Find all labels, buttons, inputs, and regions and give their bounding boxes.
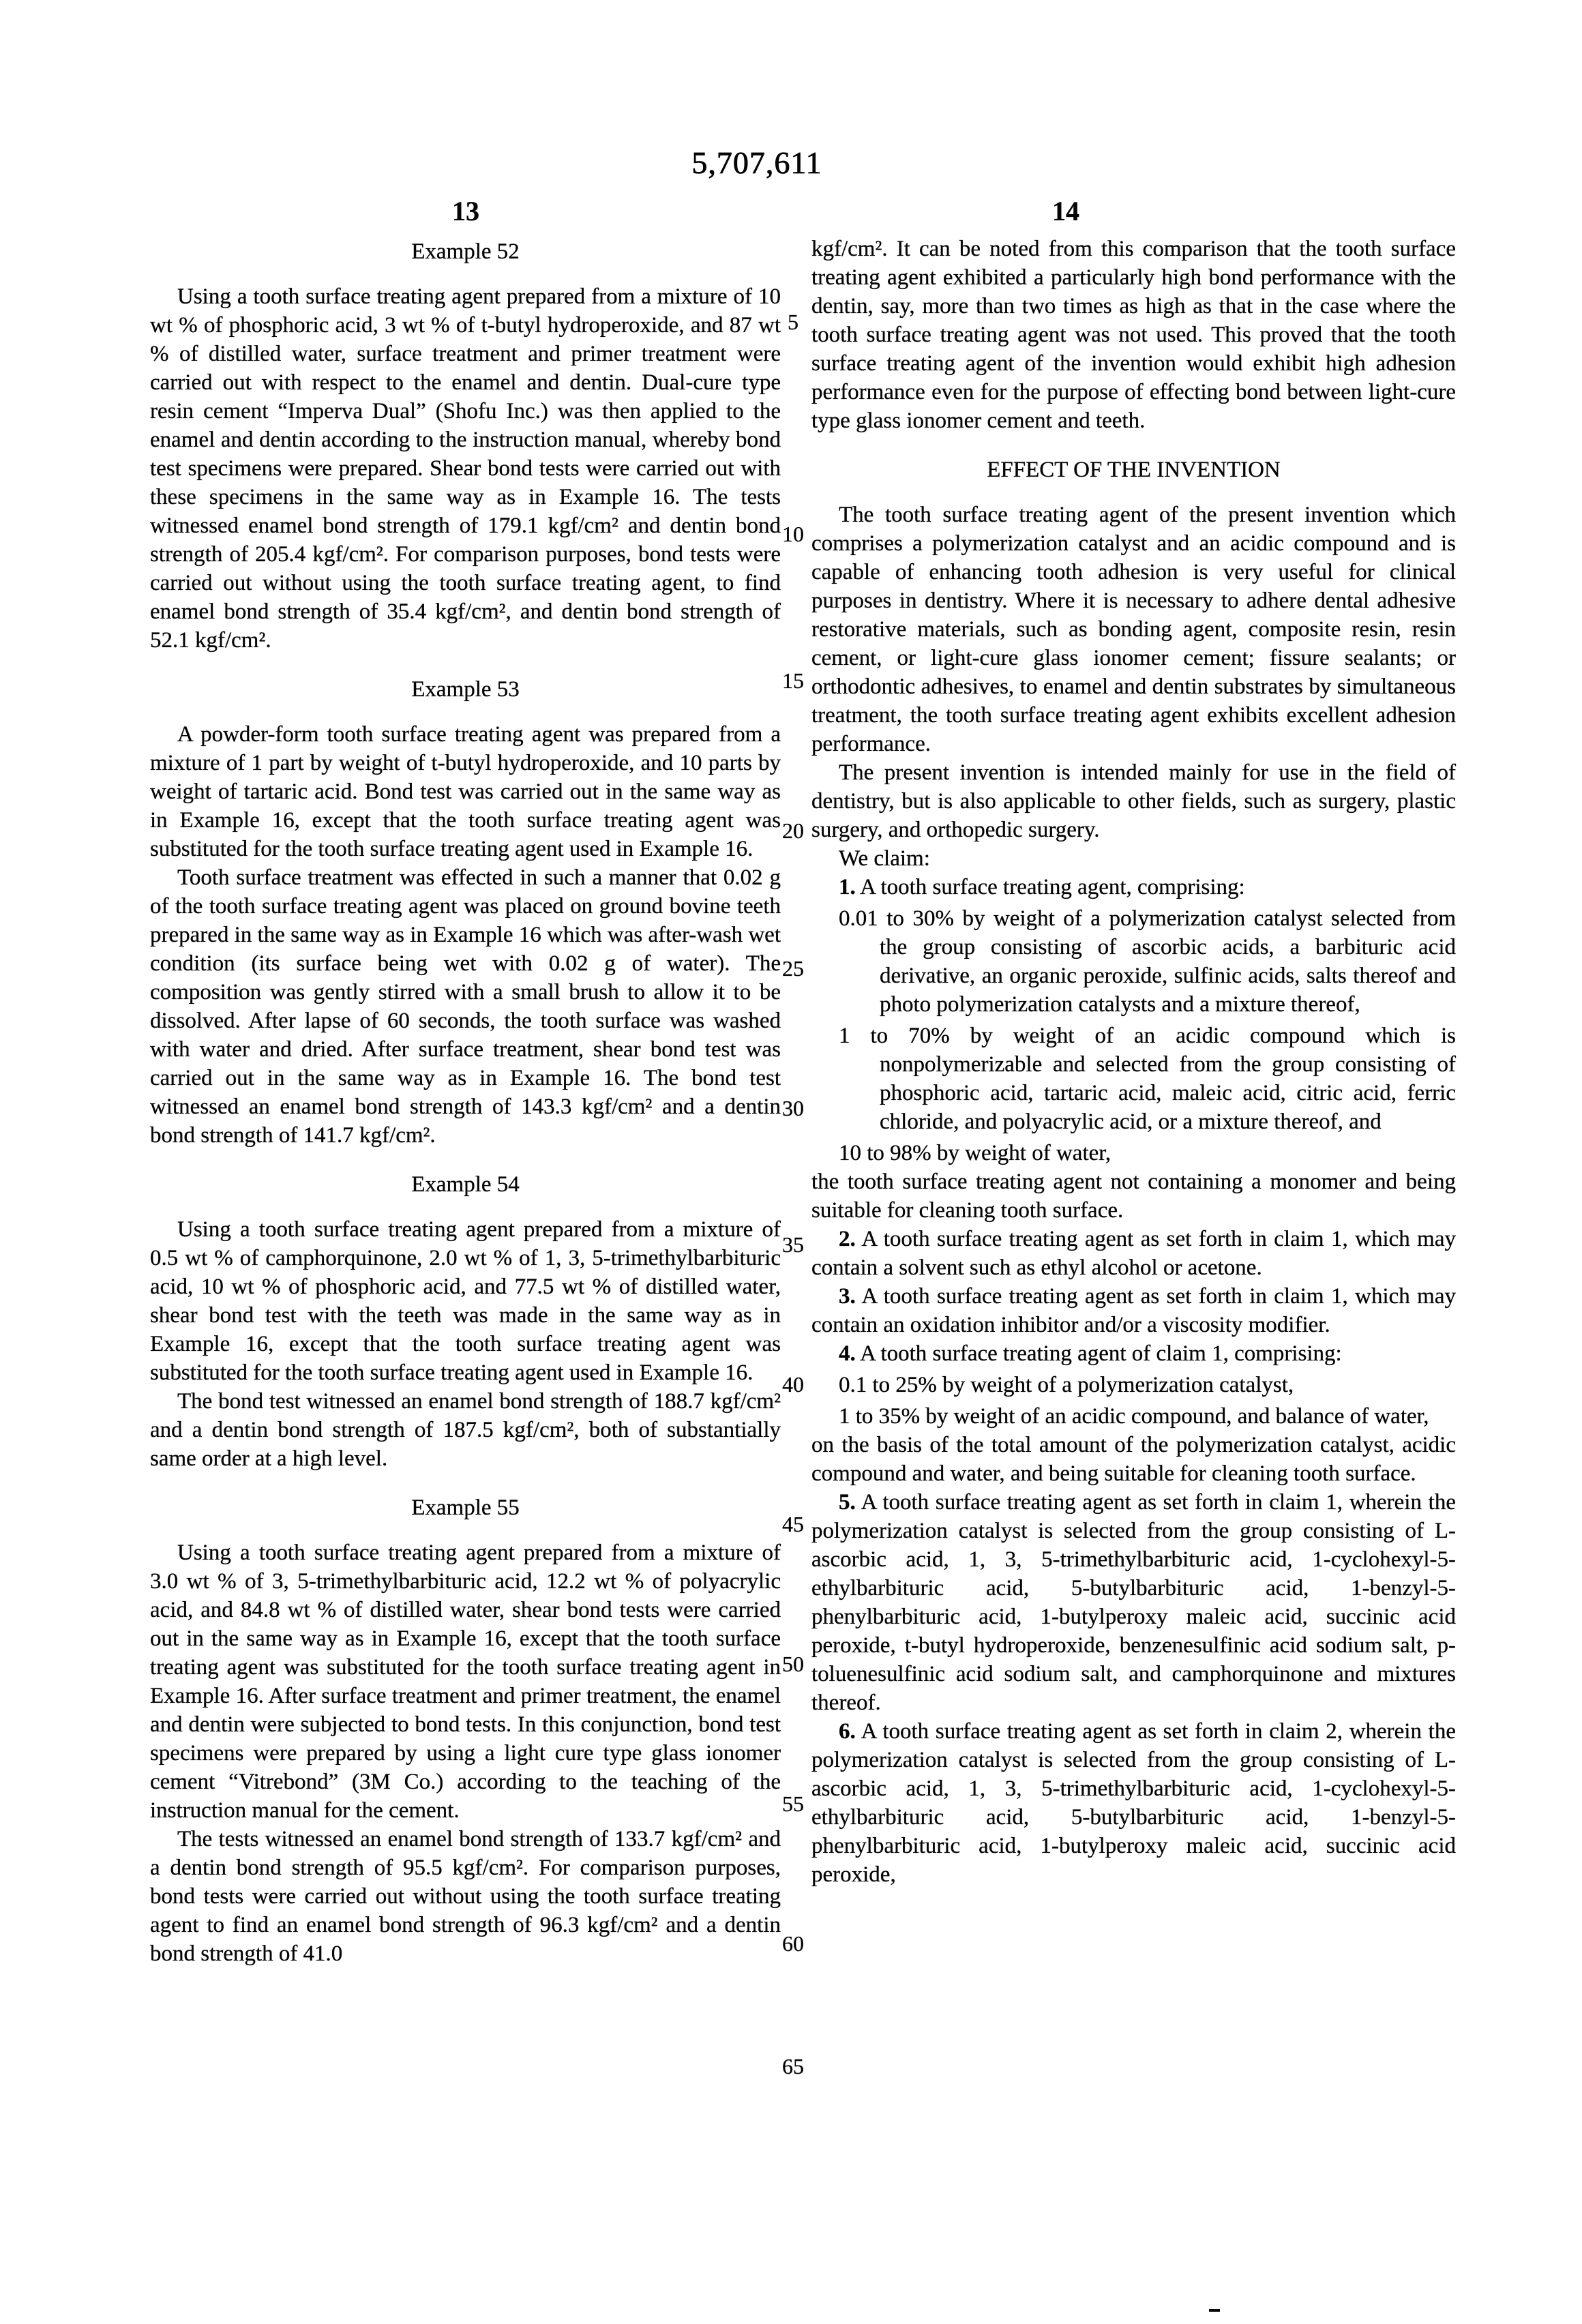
claim-paragraph: 2. A tooth surface treating agent as set forth in claim 1, which may contain a solvent such as ethyl alcohol or acetone.: [811, 1227, 1456, 1280]
left-text-column: [150, 237, 781, 1968]
column-line-number: 15: [782, 668, 804, 693]
claim-number: 5.: [839, 1490, 856, 1515]
paragraph: We claim:: [839, 846, 930, 871]
claim-subitem: 0.01 to 30% by weight of a polymerization catalyst selected from the group consisting of ascorbic acids, a barbituric acid derivative, an organic peroxide, sulfinic acids, salts thereof and photo polymerization catalysts and a mixture thereof,: [839, 906, 1456, 1017]
column-line-number: 35: [782, 1232, 804, 1257]
right-text-column: [811, 235, 1456, 1889]
claim-number: 6.: [839, 1719, 856, 1744]
column-line-number: 30: [782, 1096, 804, 1120]
paragraph: Using a tooth surface treating agent prepared from a mixture of 0.5 wt % of camphorquinone, 2.0 wt % of 1, 3, 5-trimethylbarbituric acid, 10 wt % of phosphoric acid, and 77.5 wt % of distilled water, shear bond test with the teeth was made in the same way as in Example 16, except that the tooth surface treating agent was substituted for the tooth surface treating agent used in Example 16.: [150, 1217, 781, 1385]
paragraph: kgf/cm². It can be noted from this comparison that the tooth surface treating agent exhibited a particularly high bond performance with the dentin, say, more than two times as high as that in the case where the tooth surface treating agent was not used. This proved that the tooth surface treating agent of the invention would exhibit high adhesion performance even for the purpose of effecting bond between light-cure type glass ionomer cement and teeth.: [811, 237, 1456, 433]
column-number-right: 14: [1052, 196, 1079, 226]
section-heading: Example 53: [411, 677, 520, 702]
paragraph: Tooth surface treatment was effected in such a manner that 0.02 g of the tooth surface treating agent was placed on ground bovine teeth prepared in the same way as in Example 16 which was after-wash wet condition (its surface being wet with 0.02 g of water). The composition was gently stirred with a small brush to allow it to be dissolved. After lapse of 60 seconds, the tooth surface was washed with water and dried. After surface treatment, shear bond test was carried out in the same way as in Example 16. The bond test witnessed an enamel bond strength of 143.3 kgf/cm² and a dentin bond strength of 141.7 kgf/cm².: [150, 865, 781, 1148]
paragraph: Using a tooth surface treating agent prepared from a mixture of 3.0 wt % of 3, 5-trimethylbarbituric acid, 12.2 wt % of polyacrylic acid, and 84.8 wt % of distilled water, shear bond tests were carried out in the same way as in Example 16, except that the tooth surface treating agent was substituted for the tooth surface treating agent in Example 16. After surface treatment and primer treatment, the enamel and dentin were subjected to bond tests. In this conjunction, bond test specimens were prepared by using a light cure type glass ionomer cement “Vitrebond” (3M Co.) according to the teaching of the instruction manual for the cement.: [150, 1540, 781, 1823]
paragraph: The bond test witnessed an enamel bond strength of 188.7 kgf/cm² and a dentin bond strength of 187.5 kgf/cm², both of substantially same order at a high level.: [150, 1389, 781, 1471]
paragraph: the tooth surface treating agent not containing a monomer and being suitable for cleaning tooth surface.: [811, 1170, 1456, 1223]
claim-number: 2.: [839, 1227, 856, 1251]
claim-paragraph: 3. A tooth surface treating agent as set forth in claim 1, which may contain an oxidation inhibitor and/or a viscosity modifier.: [811, 1284, 1456, 1337]
column-line-number: 5: [788, 310, 799, 334]
column-line-number: 65: [782, 2054, 804, 2079]
claim-subitem: 0.1 to 25% by weight of a polymerization catalyst,: [839, 1373, 1294, 1397]
column-line-number: 60: [782, 1931, 804, 1956]
paragraph: The tests witnessed an enamel bond strength of 133.7 kgf/cm² and a dentin bond strength of 95.5 kgf/cm². For comparison purposes, bond tests were carried out without using the tooth surface treating agent to find an enamel bond strength of 96.3 kgf/cm² and a dentin bond strength of 41.0: [150, 1827, 781, 1966]
claim-subitem: 1 to 35% by weight of an acidic compound, and balance of water,: [839, 1404, 1429, 1429]
claim-subitem: 1 to 70% by weight of an acidic compound which is nonpolymerizable and selected from the group consisting of phosphoric acid, tartaric acid, maleic acid, citric acid, ferric chloride, and polyacrylic acid, or a mixture thereof, and: [839, 1024, 1456, 1134]
paragraph: The tooth surface treating agent of the present invention which comprises a polymerization catalyst and an acidic compound and is capable of enhancing tooth adhesion is very useful for clinical purposes in dentistry. Where it is necessary to adhere dental adhesive restorative materials, such as bonding agent, composite resin, resin cement, or light-cure glass ionomer cement; fissure sealants; or orthodontic adhesives, to enamel and dentin substrates by simultaneous treatment, the tooth surface treating agent exhibits excellent adhesion performance.: [811, 503, 1456, 756]
section-heading: Example 52: [411, 239, 520, 264]
paragraph: on the basis of the total amount of the polymerization catalyst, acidic compound and water, and being suitable for cleaning tooth surface.: [811, 1433, 1456, 1486]
column-line-number: 45: [782, 1512, 804, 1536]
column-line-number: 50: [782, 1652, 804, 1676]
claim-number: 1.: [839, 875, 856, 899]
scan-artifact-dash: [1209, 2309, 1220, 2312]
claim-paragraph: 4. A tooth surface treating agent of claim 1, comprising:: [839, 1341, 1342, 1366]
claim-subitem: 10 to 98% by weight of water,: [839, 1141, 1111, 1165]
paragraph: The present invention is intended mainly for use in the field of dentistry, but is also applicable to other fields, such as surgery, plastic surgery, and orthopedic surgery.: [811, 760, 1456, 842]
section-heading: Example 55: [411, 1495, 520, 1520]
column-line-number: 25: [782, 956, 804, 981]
column-line-number: 20: [782, 818, 804, 843]
column-number-left: 13: [452, 196, 479, 226]
paragraph: A powder-form tooth surface treating agent was prepared from a mixture of 1 part by weight of t-butyl hydroperoxide, and 10 parts by weight of tartaric acid. Bond test was carried out in the same way as in Example 16, except that the tooth surface treating agent was substituted for the tooth surface treating agent used in Example 16.: [150, 722, 781, 861]
claim-number: 4.: [839, 1341, 856, 1366]
section-heading: Example 54: [411, 1172, 520, 1197]
column-line-number: 55: [782, 1791, 804, 1816]
column-line-number: 40: [782, 1372, 804, 1397]
column-line-number: 10: [782, 522, 804, 546]
claim-paragraph: 1. A tooth surface treating agent, comprising:: [839, 875, 1245, 899]
section-heading: EFFECT OF THE INVENTION: [987, 458, 1281, 482]
patent-number: 5,707,611: [691, 145, 822, 180]
paragraph: Using a tooth surface treating agent prepared from a mixture of 10 wt % of phosphoric acid, 3 wt % of t-butyl hydroperoxide, and 87 wt % of distilled water, surface treatment and primer treatment were carried out with respect to the enamel and dentin. Dual-cure type resin cement “Imperva Dual” (Shofu Inc.) was then applied to the enamel and dentin according to the instruction manual, whereby bond test specimens were prepared. Shear bond tests were carried out with these specimens in the same way as in Example 16. The tests witnessed enamel bond strength of 179.1 kgf/cm² and dentin bond strength of 205.4 kgf/cm². For comparison purposes, bond tests were carried out without using the tooth surface treating agent, to find enamel bond strength of 35.4 kgf/cm², and dentin bond strength of 52.1 kgf/cm².: [150, 284, 781, 653]
claim-paragraph: 5. A tooth surface treating agent as set forth in claim 1, wherein the polymerization catalyst is selected from the group consisting of L-ascorbic acid, 1, 3, 5-trimethylbarbituric acid, 1-cyclohexyl-5-ethylbarbituric acid, 5-butylbarbituric acid, 1-benzyl-5-phenylbarbituric acid, 1-butylperoxy maleic acid, succinic acid peroxide, t-butyl hydroperoxide, benzenesulfinic acid sodium salt, p-toluenesulfinic acid sodium salt, and camphorquinone and mixtures thereof.: [811, 1490, 1456, 1715]
claim-number: 3.: [839, 1284, 856, 1309]
claim-paragraph: 6. A tooth surface treating agent as set forth in claim 2, wherein the polymerization catalyst is selected from the group consisting of L-ascorbic acid, 1, 3, 5-trimethylbarbituric acid, 1-cyclohexyl-5-ethylbarbituric acid, 5-butylbarbituric acid, 1-benzyl-5-phenylbarbituric acid, 1-butylperoxy maleic acid, succinic acid peroxide,: [811, 1719, 1456, 1887]
